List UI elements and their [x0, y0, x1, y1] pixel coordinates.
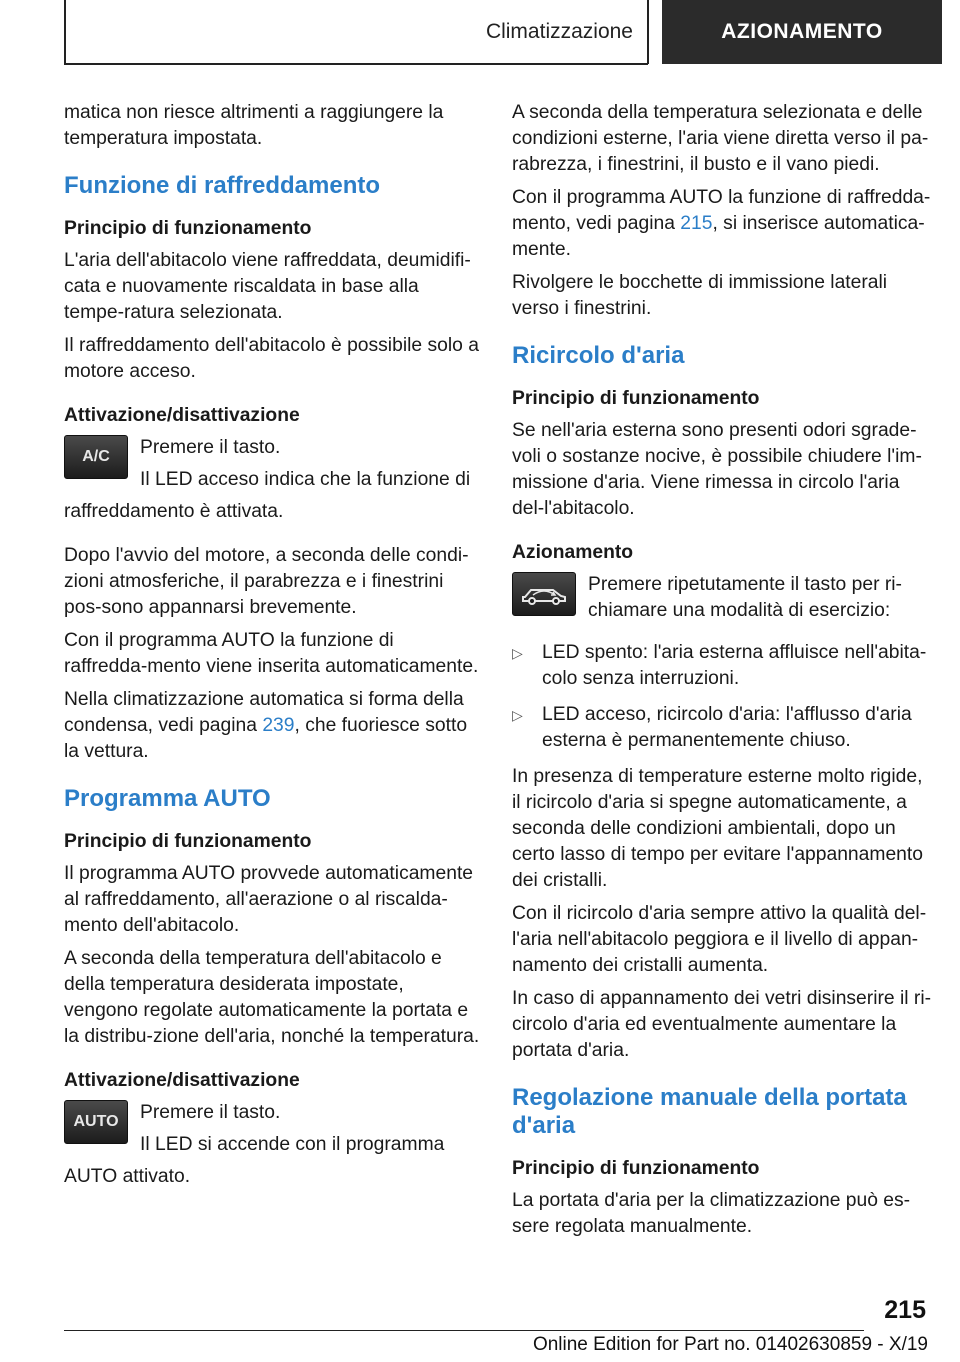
subheading: Principio di funzionamento [512, 1158, 760, 1179]
recirculation-car-icon [512, 572, 576, 616]
header-section-title: Climatizzazione [485, 19, 633, 43]
paragraph: Rivolgere le bocchette di immissione laterali verso i finestrini. [512, 272, 888, 319]
triangle-bullet-icon: ▷ [512, 645, 523, 661]
page-link[interactable]: 215 [680, 213, 713, 234]
subheading: Attivazione/disattivazione [64, 405, 300, 426]
list-item-text: LED acceso, ricircolo d'aria: l'afflusso d'aria esterna è permanentemente chiuso. [542, 704, 912, 751]
paragraph: Premere il tasto. [140, 437, 281, 458]
section-heading-cooling: Funzione di raffreddamento [64, 172, 381, 199]
ac-button-row [64, 435, 482, 499]
text-span: , che fuoriesce sotto la vettura. [64, 715, 468, 762]
auto-button-icon: AUTO [64, 1100, 128, 1144]
list-item [512, 640, 932, 692]
auto-button-row [64, 1100, 482, 1164]
section-heading-manual-airflow: Regolazione manuale della portata d'aria [512, 1084, 907, 1139]
paragraph [64, 687, 482, 765]
paragraph: L'aria dell'abitacolo viene raffreddata, deumidifi-cata e nuovamente riscaldata in base alla tempe-ratura selezionata. [64, 250, 471, 323]
subheading: Principio di funzionamento [512, 388, 760, 409]
paragraph: Premere ripetutamente il tasto per ri-chiamare una modalità di esercizio: [588, 574, 902, 621]
recirc-button-row [512, 572, 932, 630]
list-item-text: LED spento: l'aria esterna affluisce nell'abita-colo senza interruzioni. [542, 642, 927, 689]
page-number: 215 [884, 1296, 926, 1324]
header-separator [647, 0, 649, 64]
paragraph: Il LED acceso indica che la funzione di [140, 469, 471, 490]
header-bottom-rule [64, 63, 648, 65]
paragraph: matica non riesce altrimenti a raggiungere la temperatura impostata. [64, 102, 444, 149]
mode-list [512, 640, 932, 754]
paragraph: Premere il tasto. [140, 1102, 281, 1123]
ac-button-description [140, 435, 470, 499]
paragraph: AUTO attivato. [64, 1166, 191, 1187]
footer-rule [64, 1330, 864, 1331]
right-column [512, 100, 932, 1247]
subheading: Attivazione/disattivazione [64, 1070, 300, 1091]
car-recirc-svg [519, 581, 569, 607]
subheading: Azionamento [512, 542, 634, 563]
edition-footer: Online Edition for Part no. 01402630859 - X/19 [532, 1334, 928, 1355]
text-span: , si inserisce automatica-mente. [512, 213, 925, 260]
paragraph: Con il ricircolo d'aria sempre attivo la qualità del-l'aria nell'abitacolo peggiora e il livello di appan-namento dei cristalli aumenta. [512, 903, 927, 976]
header-chapter-tab[interactable]: AZIONAMENTO [662, 0, 942, 64]
auto-button-description [140, 1100, 444, 1164]
paragraph: Con il programma AUTO la funzione di raffredda-mento viene inserita automaticamente. [64, 630, 479, 677]
ac-button-icon: A/C [64, 435, 128, 479]
paragraph: Il LED si accende con il programma [140, 1134, 445, 1155]
paragraph: raffreddamento è attivata. [64, 501, 284, 522]
paragraph: In caso di appannamento dei vetri disinserire il ri-circolo d'aria ed eventualmente aumentare la portata d'aria. [512, 988, 932, 1061]
text-span: Nella climatizzazione automatica si forma della condensa, vedi pagina [64, 689, 464, 736]
paragraph: Dopo l'avvio del motore, a seconda delle condi-zioni atmosferiche, il parabrezza e i finestrini pos-sono appannarsi brevemente. [64, 545, 469, 618]
paragraph: La portata d'aria per la climatizzazione può es-sere regolata manualmente. [512, 1190, 911, 1237]
paragraph: A seconda della temperatura dell'abitacolo e della temperatura desiderata impostate, vengono regolate automaticamente la portata e la distribu-zione dell'aria, nonché la temperatura. [64, 948, 480, 1047]
triangle-bullet-icon: ▷ [512, 707, 523, 723]
subheading: Principio di funzionamento [64, 831, 312, 852]
paragraph: Il programma AUTO provvede automaticamente al raffreddamento, all'aerazione o al riscalda-mento dell'abitacolo. [64, 863, 474, 936]
paragraph: In presenza di temperature esterne molto rigide, il ricircolo d'aria si spegne automaticamente, a seconda delle condizioni ambientali, dopo un certo lasso di tempo per evitare l'appannamento dei cristalli. [512, 766, 923, 891]
subheading: Principio di funzionamento [64, 218, 312, 239]
paragraph [512, 185, 932, 263]
section-heading-recirculation: Ricircolo d'aria [512, 342, 685, 369]
paragraph: A seconda della temperatura selezionata e delle condizioni esterne, l'aria viene diretta verso il pa-rabrezza, i finestrini, il busto e il vano piedi. [512, 102, 929, 175]
recirc-button-description [588, 572, 932, 630]
paragraph: Se nell'aria esterna sono presenti odori sgrade-voli o sostanze nocive, è possibile chiudere l'im-missione d'aria. Viene rimessa in circolo l'aria del-l'abitacolo. [512, 420, 922, 519]
section-heading-auto: Programma AUTO [64, 785, 271, 812]
left-column [64, 100, 482, 1197]
list-item [512, 702, 932, 754]
text-span: Con il programma AUTO la funzione di raffredda-mento, vedi pagina [512, 187, 931, 234]
paragraph: Il raffreddamento dell'abitacolo è possibile solo a motore acceso. [64, 335, 479, 382]
page-link[interactable]: 239 [262, 715, 295, 736]
